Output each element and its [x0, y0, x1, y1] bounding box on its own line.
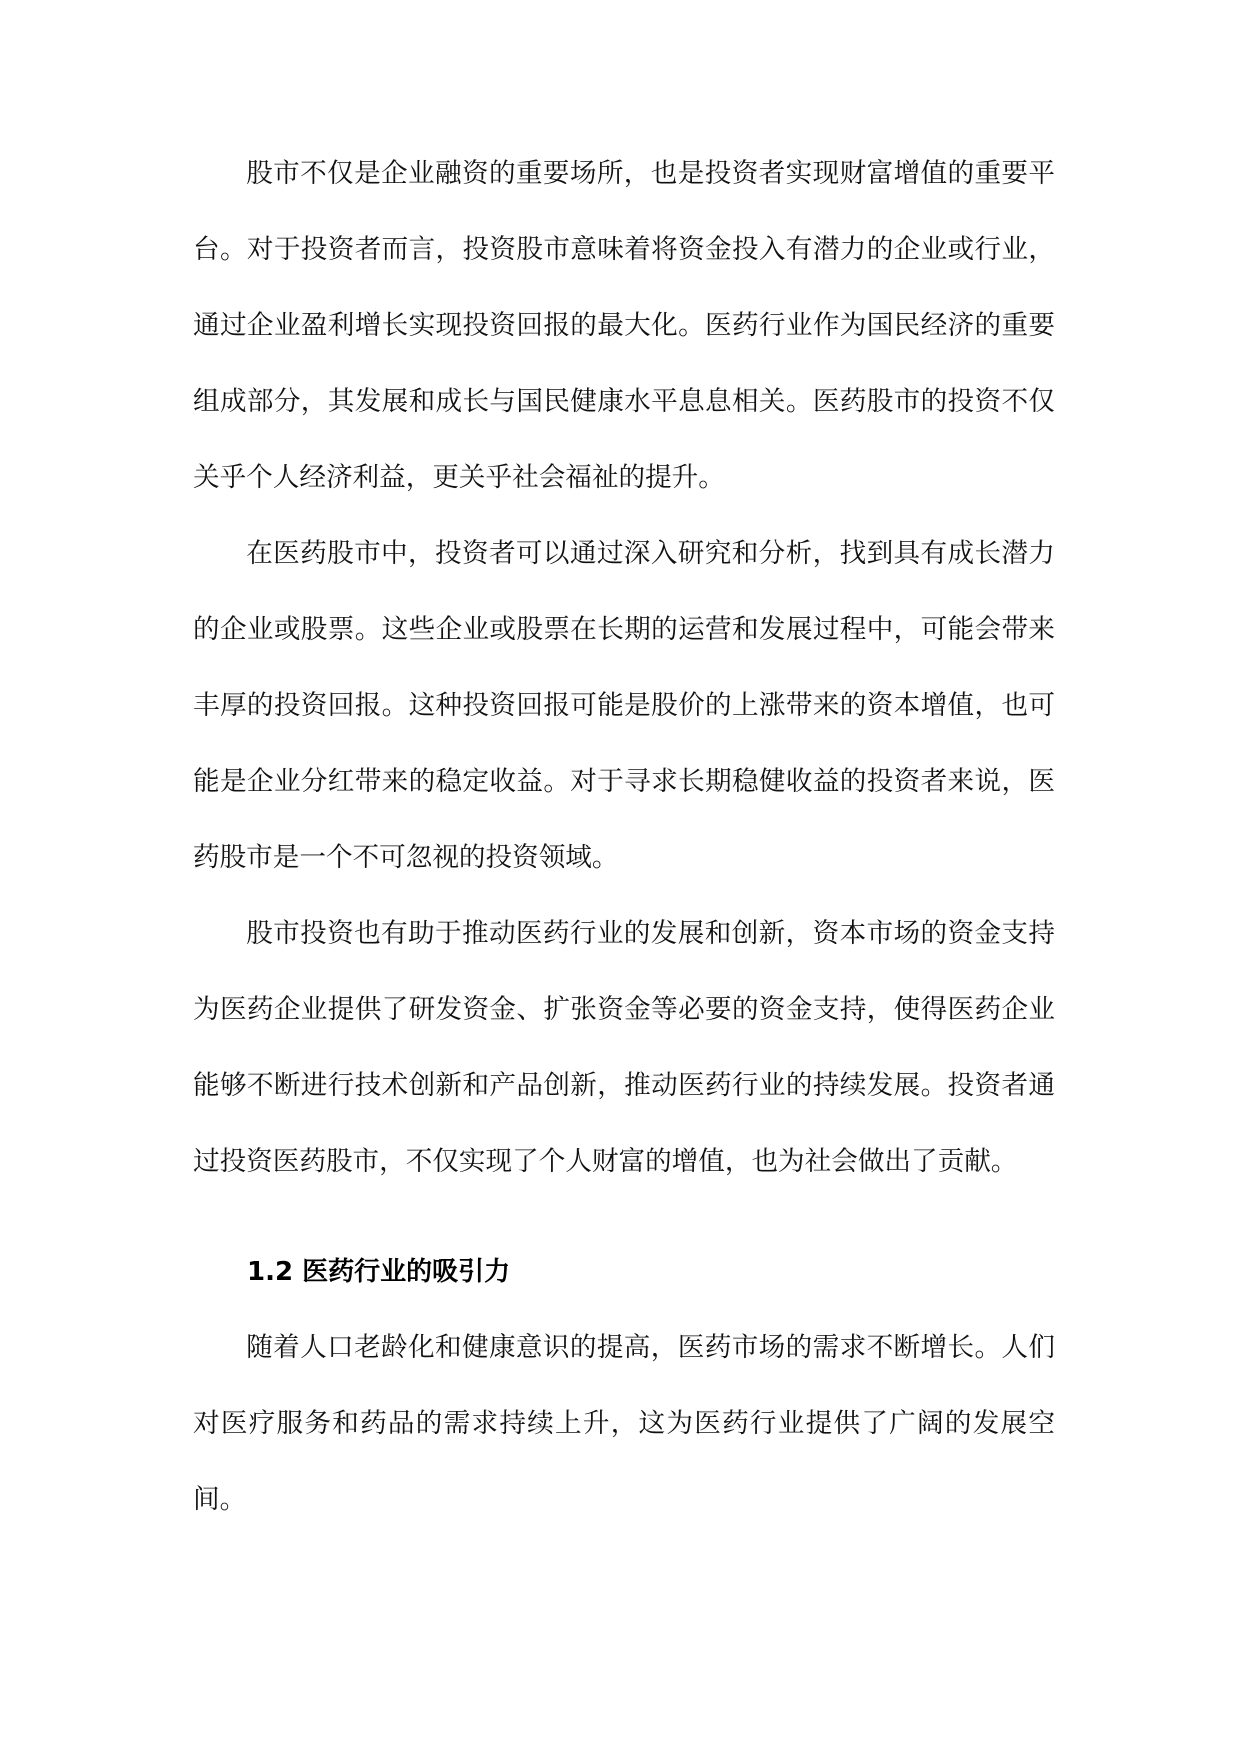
body-paragraph: 股市投资也有助于推动医药行业的发展和创新，资本市场的资金支持为医药企业提供了研发资金、扩张资金等必要的资金支持，使得医药企业能够不断进行技术创新和产品创新，推动医药行业的持续发展。投资者通过投资医药股市，不仅实现了个人财富的增值，也为社会做出了贡献。	[193, 918, 1055, 1177]
body-paragraph: 股市不仅是企业融资的重要场所，也是投资者实现财富增值的重要平台。对于投资者而言，投资股市意味着将资金投入有潜力的企业或行业，通过企业盈利增长实现投资回报的最大化。医药行业作为国民经济的重要组成部分，其发展和成长与国民健康水平息息相关。医药股市的投资不仅关乎个人经济利益，更关乎社会福祉的提升。	[193, 158, 1055, 493]
body-paragraph: 随着人口老龄化和健康意识的提高，医药市场的需求不断增长。人们对医疗服务和药品的需求持续上升，这为医药行业提供了广阔的发展空间。	[193, 1332, 1055, 1515]
document-body	[193, 136, 1055, 1538]
body-paragraph: 在医药股市中，投资者可以通过深入研究和分析，找到具有成长潜力的企业或股票。这些企业或股票在长期的运营和发展过程中，可能会带来丰厚的投资回报。这种投资回报可能是股价的上涨带来的资本增值，也可能是企业分红带来的稳定收益。对于寻求长期稳健收益的投资者来说，医药股市是一个不可忽视的投资领域。	[193, 538, 1055, 873]
section-heading: 1.2 医药行业的吸引力	[247, 1257, 511, 1287]
